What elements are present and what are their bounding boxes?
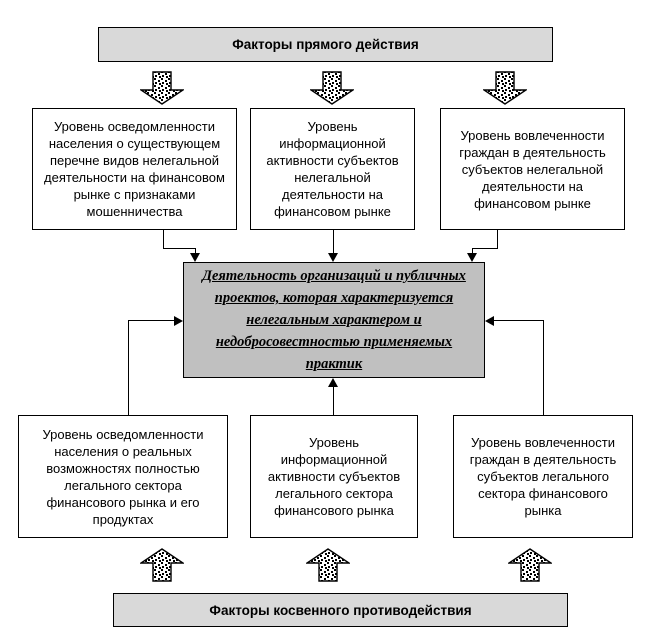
dotted-arrow-up-icon — [508, 548, 552, 582]
arrowhead-left-icon — [485, 316, 494, 326]
connector-line — [333, 230, 334, 254]
factor-box-label: Уровень вовлеченности граждан в деятельность субъектов легального сектора финансового рынка — [469, 435, 617, 518]
arrowhead-down-icon — [190, 253, 200, 262]
factor-box-involvement-illegal — [440, 108, 625, 230]
connector-line — [494, 320, 544, 321]
factor-box-involvement-legal — [453, 415, 633, 538]
factor-box-label: Уровень осведомленности населения о реальных возможностях полностью легального сектора финансового рынка и его продуктах — [42, 426, 204, 527]
connector-line — [333, 386, 334, 415]
connector-line — [128, 320, 129, 415]
connector-line — [497, 230, 498, 248]
factor-box-label: Уровень вовлеченности граждан в деятельность субъектов нелегальной деятельности на финансовом рынке — [459, 127, 606, 211]
bottom-banner-label: Факторы косвенного противодействия — [209, 602, 472, 618]
arrowhead-down-icon — [328, 253, 338, 262]
top-banner-label: Факторы прямого действия — [232, 37, 419, 52]
arrowhead-right-icon — [174, 316, 183, 326]
central-activity-label: Деятельность организаций и публичных проектов, которая характеризуется нелегальным характером и недобросовестностью применяемых практик — [202, 268, 466, 372]
factor-box-info-activity-illegal — [250, 108, 415, 230]
connector-line — [163, 248, 196, 249]
bottom-banner — [113, 593, 568, 627]
factor-box-awareness-legal — [18, 415, 228, 538]
arrowhead-down-icon — [467, 253, 477, 262]
factor-box-label: Уровень осведомленности населения о существующем перечне видов нелегальной деятельности на финансовом рынке с признаками мошенничества — [44, 119, 225, 219]
factor-box-info-activity-legal — [250, 415, 418, 538]
arrowhead-up-icon — [328, 378, 338, 387]
dotted-arrow-down-icon — [483, 71, 527, 105]
connector-line — [163, 230, 164, 248]
top-banner — [98, 27, 553, 62]
connector-line — [543, 320, 544, 415]
central-activity-box — [183, 262, 485, 378]
factor-box-awareness-illegal — [32, 108, 237, 230]
connector-line — [472, 248, 498, 249]
dotted-arrow-up-icon — [140, 548, 184, 582]
dotted-arrow-down-icon — [310, 71, 354, 105]
dotted-arrow-up-icon — [306, 548, 350, 582]
dotted-arrow-down-icon — [140, 71, 184, 105]
factor-box-label: Уровень информационной активности субъектов легального сектора финансового рынка — [267, 435, 401, 518]
factor-box-label: Уровень информационной активности субъектов нелегальной деятельности на финансовом рынке — [266, 119, 399, 219]
connector-line — [128, 320, 175, 321]
